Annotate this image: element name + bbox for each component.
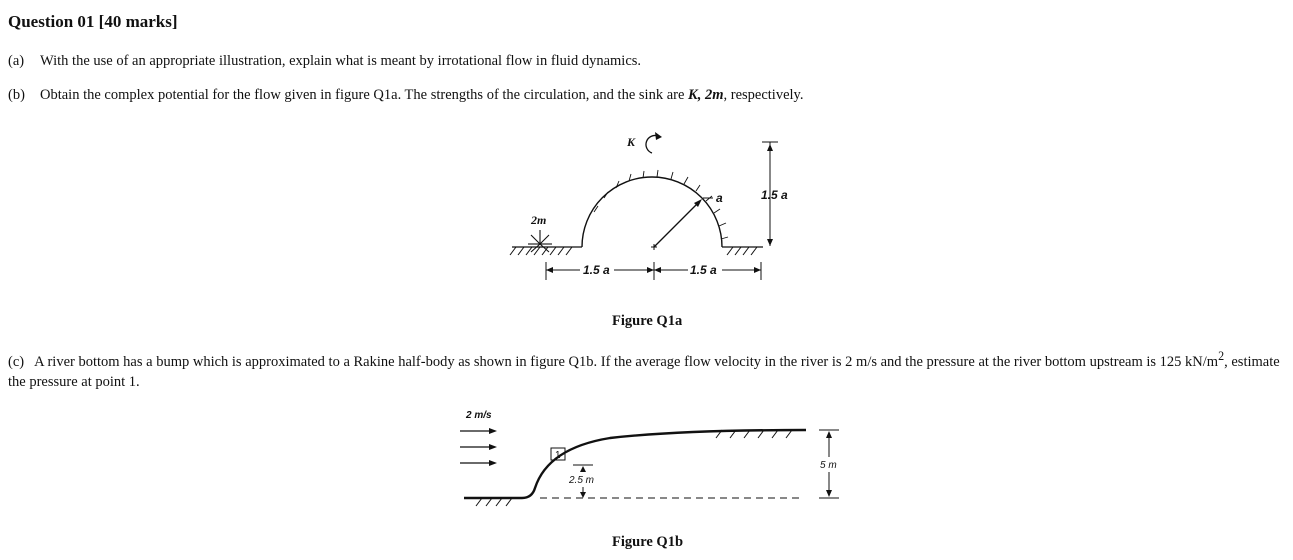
part-c-label: (c) [8, 353, 25, 370]
question-title: Question 01 [40 marks] [8, 12, 178, 31]
part-c-sup: 2 [1218, 349, 1225, 363]
sink-label: 2m [531, 213, 547, 227]
circulation-label: K [627, 135, 636, 149]
half-body-profile [464, 430, 806, 498]
part-b-label: (b) [8, 87, 25, 103]
velocity-label: 2 m/s [466, 410, 492, 421]
dim-left-label: 1.5 a [583, 263, 610, 277]
part-c-text: A river bottom has a bump which is approximated to a Rakine half-body as shown in figure Q1b. If the average flow velocity in the river is 2 m/s and the pressure at the river bottom upstream is 125 kN/m [34, 353, 1219, 370]
part-a-label: (a) [8, 53, 25, 69]
part-b-text: Obtain the complex potential for the flow given in figure Q1a. The strengths of the circulation, and the sink are [40, 87, 689, 103]
figure-q1a-caption: Figure Q1a [612, 313, 683, 329]
height-5m-label: 5 m [820, 460, 837, 471]
figure-q1b-caption: Figure Q1b [612, 534, 684, 550]
depth-label: 2.5 m [569, 475, 595, 486]
dim-right-label: 1.5 a [690, 263, 717, 277]
part-a-text: With the use of an appropriate illustration, explain what is meant by irrotational flow in fluid dynamics. [40, 53, 642, 69]
height-label: 1.5 a [761, 188, 788, 202]
part-c-text-end: , estimate the pressure at point 1. [8, 353, 1280, 390]
radius-label: a [716, 191, 723, 205]
part-b-text-end: , respectively. [723, 87, 804, 103]
point-1-label: 1 [555, 450, 561, 461]
velocity-arrows [460, 431, 490, 463]
part-b-strengths: K, 2m [688, 87, 724, 103]
